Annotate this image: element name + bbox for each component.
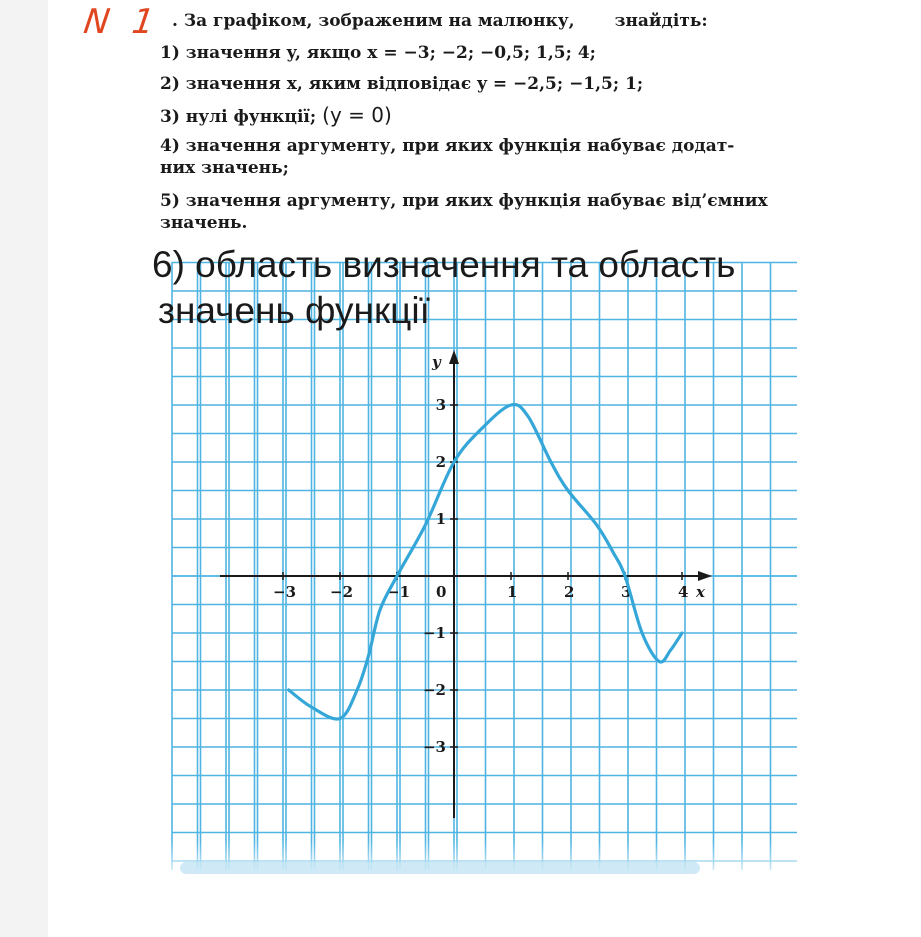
task-4-line-1: 4) значення аргументу, при яких функція набуває додат- (160, 136, 735, 156)
x-axis-arrow (698, 571, 712, 581)
x-tick-label: 0 (436, 583, 447, 601)
x-tick-label: −3 (273, 583, 297, 601)
x-tick-label: 4 (678, 583, 689, 601)
y-tick-label: −3 (422, 738, 446, 756)
y-tick-label: 3 (435, 396, 446, 414)
task-4-line-2: них значень; (160, 158, 289, 178)
task-intro-text: . За графіком, зображеним на малюнку, (172, 11, 575, 31)
x-tick-label: −2 (330, 583, 354, 601)
axis-labels (273, 353, 706, 756)
task-5-line-1: 5) значення аргументу, при яких функція набуває від’ємних (160, 191, 768, 211)
task-6-line-2: значень функції (158, 290, 430, 331)
x-tick-label: 3 (621, 583, 632, 601)
grid-bottom-band (180, 862, 700, 874)
y-axis-label: y (432, 353, 441, 371)
task-3-text: 3) нулі функції; (160, 107, 317, 127)
task-2: 2) значення x, яким відповідає y = −2,5; −1,5; 1; (160, 74, 644, 94)
task-6-line-1: 6) область визначення та область (152, 244, 736, 285)
y-tick-label: 2 (435, 453, 446, 471)
y-tick-label: 1 (435, 510, 446, 528)
y-tick-label: −2 (422, 681, 446, 699)
task-intro-end: знайдіть: (614, 11, 708, 31)
y-tick-label: −1 (422, 624, 446, 642)
task-6 (152, 242, 735, 334)
x-tick-label: 2 (564, 583, 575, 601)
x-axis-label: x (696, 583, 705, 601)
x-tick-label: 1 (507, 583, 518, 601)
grid-bottom-fade (170, 840, 799, 880)
task-1: 1) значення y, якщо x = −3; −2; −0,5; 1,5; 4; (160, 43, 596, 63)
task-5-line-2: значень. (160, 213, 248, 233)
handwritten-note: (y = 0) (322, 103, 392, 127)
grid (172, 262, 797, 870)
x-tick-label: −1 (387, 583, 411, 601)
handwritten-task-number: N 1 (81, 2, 163, 42)
